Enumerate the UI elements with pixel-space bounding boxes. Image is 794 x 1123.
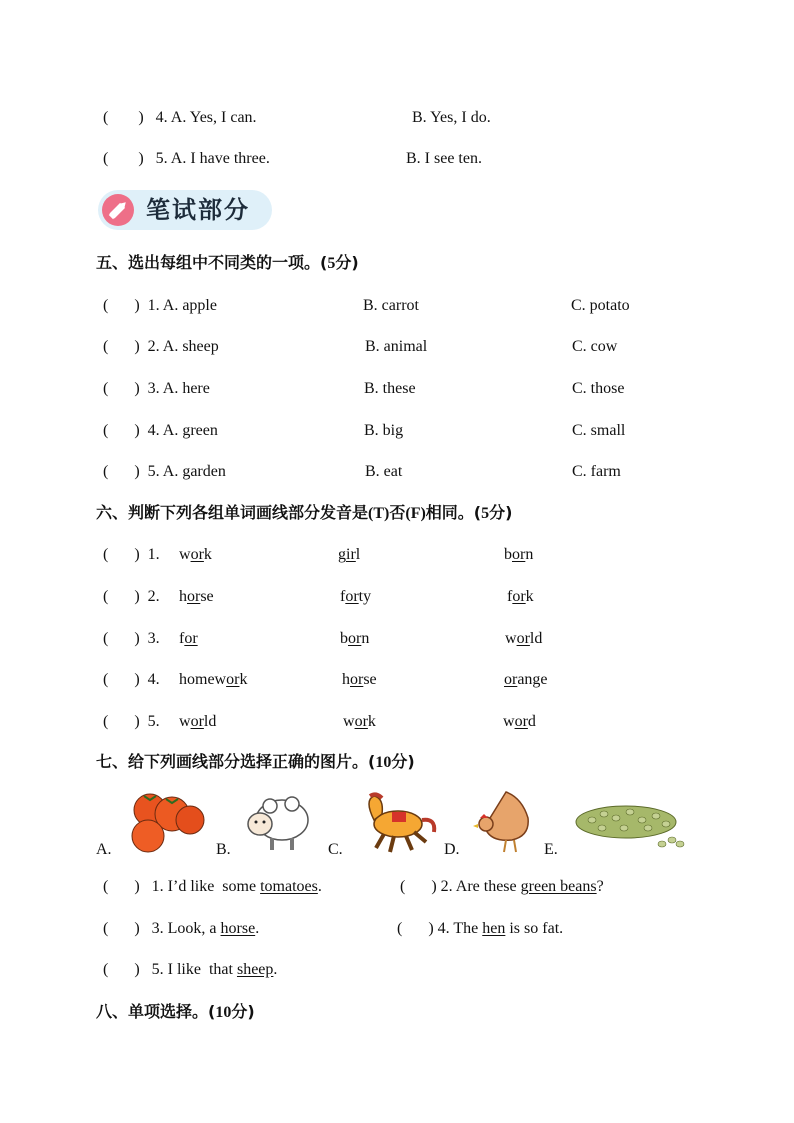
question-number: 1. <box>147 546 160 563</box>
question-number: 4. <box>147 671 160 688</box>
open-paren: ( <box>103 109 109 126</box>
option-a: 2. A. sheep <box>147 338 219 355</box>
question-row: ( ) 1. A. apple <box>103 297 217 314</box>
word-1: homework <box>179 671 248 688</box>
question-row: ( ) 3. <box>103 630 160 647</box>
question-row <box>103 108 257 128</box>
question-row: ( ) 1. <box>103 546 160 563</box>
question-row: ( ) 4. The hen is so fat. <box>397 920 564 937</box>
option-c: C. cow <box>572 338 618 355</box>
option-b: B. Yes, I do. <box>412 109 491 126</box>
question-row: ( ) 3. Look, a horse. <box>103 920 260 937</box>
picture-label: C. <box>328 841 343 858</box>
word-2: girl <box>338 546 361 563</box>
option-c: C. potato <box>571 297 630 314</box>
word-3: world <box>505 630 543 647</box>
word-1: horse <box>179 588 214 605</box>
green-beans-icon <box>572 796 694 854</box>
word-1: for <box>179 630 198 647</box>
question-row: ( ) 3. A. here <box>103 380 210 397</box>
option-a: 5. A. I have three. <box>155 150 270 167</box>
picture-label: E. <box>544 841 558 858</box>
word-2: horse <box>342 671 377 688</box>
section-title: 六、判断下列各组单词画线部分发音是(T)否(F)相同。(5分) <box>96 503 513 522</box>
word-2: work <box>343 713 376 730</box>
option-b: B. big <box>364 422 404 439</box>
option-c: C. farm <box>572 463 621 480</box>
question-row: ( ) 2. A. sheep <box>103 338 219 355</box>
hen-icon <box>472 788 534 854</box>
option-a: 4. A. green <box>147 422 218 439</box>
option-a: 4. A. Yes, I can. <box>155 109 257 126</box>
section-title: 七、给下列画线部分选择正确的图片。(10分) <box>96 752 415 771</box>
banner-title: 笔试部分 <box>146 196 250 224</box>
section-banner <box>98 190 272 230</box>
question-row: ( ) 4. <box>103 671 160 688</box>
sheep-icon <box>240 796 312 854</box>
question-row: ( ) 5. <box>103 713 160 730</box>
word-3: orange <box>504 671 548 688</box>
picture-label: A. <box>96 841 112 858</box>
option-c: C. those <box>572 380 625 397</box>
question-row: ( ) 5. I like that sheep. <box>103 961 278 978</box>
word-1: work <box>179 546 212 563</box>
option-a: 3. A. here <box>147 380 210 397</box>
option-b: B. carrot <box>363 297 419 314</box>
word-1: world <box>179 713 217 730</box>
question-row: ( ) 2. Are these green beans? <box>400 878 604 895</box>
word-3: born <box>504 546 534 563</box>
question-row: ( ) 5. A. garden <box>103 463 226 480</box>
close-paren: ) <box>138 150 144 167</box>
option-a: 1. A. apple <box>147 297 217 314</box>
question-number: 2. <box>147 588 160 605</box>
section-title: 五、选出每组中不同类的一项。(5分) <box>96 253 359 272</box>
question-number: 5. <box>147 713 160 730</box>
word-3: fork <box>507 588 534 605</box>
pencil-icon <box>102 194 134 226</box>
close-paren: ) <box>138 109 144 126</box>
option-b: B. these <box>364 380 416 397</box>
section-title: 八、单项选择。(10分) <box>96 1002 255 1021</box>
question-number: 3. <box>147 630 160 647</box>
word-2: forty <box>340 588 372 605</box>
question-row: ( ) 1. I’d like some tomatoes. <box>103 878 322 895</box>
question-row: ( ) 2. <box>103 588 160 605</box>
open-paren: ( <box>103 150 109 167</box>
option-c: C. small <box>572 422 626 439</box>
option-b: B. I see ten. <box>406 150 482 167</box>
picture-label: B. <box>216 841 231 858</box>
tomatoes-icon <box>126 792 206 854</box>
question-row: ( ) 4. A. green <box>103 422 218 439</box>
horse-icon <box>354 792 440 856</box>
option-b: B. animal <box>365 338 428 355</box>
question-row <box>103 149 270 169</box>
word-3: word <box>503 713 536 730</box>
option-b: B. eat <box>365 463 403 480</box>
option-a: 5. A. garden <box>147 463 226 480</box>
word-2: born <box>340 630 370 647</box>
picture-label: D. <box>444 841 460 858</box>
